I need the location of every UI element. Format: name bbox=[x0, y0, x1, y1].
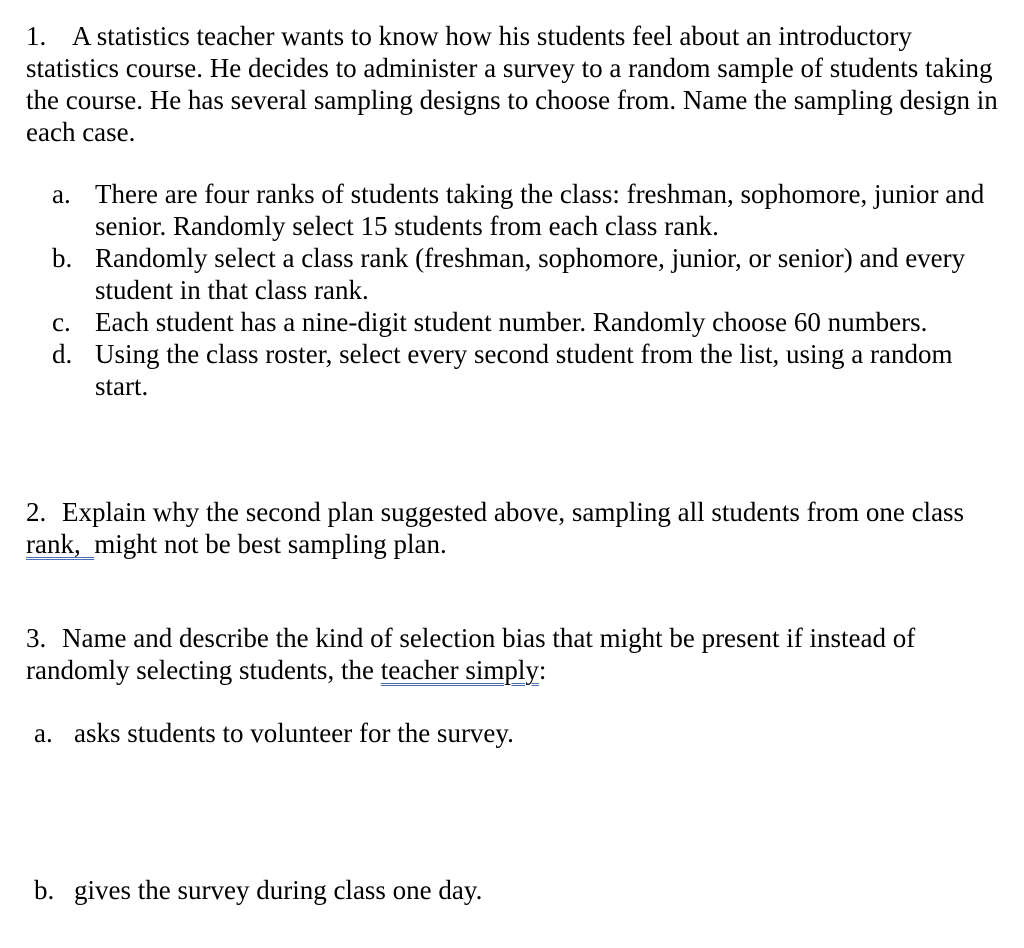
item-text: gives the survey during class one day. bbox=[74, 875, 483, 905]
item-text: There are four ranks of students taking the class: freshman, sophomore, junior and senior. Randomly select 15 students from each class rank. bbox=[95, 179, 985, 241]
item-marker: a. bbox=[52, 179, 71, 209]
question-3-text-after: : bbox=[538, 655, 547, 685]
question-1 bbox=[26, 20, 1010, 148]
question-2-number: 2. bbox=[26, 497, 47, 527]
question-1-number: 1. bbox=[26, 21, 47, 51]
question-1-item-c bbox=[52, 306, 1010, 338]
item-marker: c. bbox=[52, 307, 71, 337]
question-1-item-a bbox=[52, 178, 1010, 242]
question-3-item-a bbox=[34, 717, 1010, 749]
question-1-item-d bbox=[52, 338, 1010, 402]
item-text: asks students to volunteer for the survey. bbox=[74, 718, 514, 748]
question-3-item-a-row bbox=[34, 717, 1010, 749]
item-text: Using the class roster, select every second student from the list, using a random start. bbox=[95, 339, 953, 401]
question-1-text: A statistics teacher wants to know how his students feel about an introductory statistics course. He decides to administer a survey to a random sample of students taking the course. He has several sampling designs to choose from. Name the sampling design in each case. bbox=[26, 21, 998, 147]
item-marker: b. bbox=[34, 875, 55, 905]
question-3-item-b-row bbox=[34, 874, 1010, 906]
question-1-list bbox=[52, 178, 1010, 402]
question-2-text-before: Explain why the second plan suggested above, sampling all students from one class bbox=[62, 497, 965, 527]
question-2 bbox=[26, 496, 1010, 560]
item-text: Randomly select a class rank (freshman, sophomore, junior, or senior) and every student in that class rank. bbox=[95, 243, 966, 305]
question-3-item-b bbox=[34, 874, 1010, 906]
question-2-underlined-word: rank, bbox=[26, 529, 81, 559]
question-2-prompt bbox=[26, 496, 1010, 560]
question-3-text-before: Name and describe the kind of selection bias that might be present if instead of randomly selecting students, the bbox=[26, 623, 916, 685]
question-3-number: 3. bbox=[26, 623, 47, 653]
question-1-item-b bbox=[52, 242, 1010, 306]
question-3-prompt bbox=[26, 622, 1010, 686]
question-1-prompt bbox=[26, 20, 1010, 148]
item-marker: b. bbox=[52, 243, 73, 273]
item-marker: a. bbox=[34, 718, 53, 748]
question-3-underlined-phrase: teacher simply bbox=[380, 655, 539, 685]
question-3 bbox=[26, 622, 1010, 686]
item-text: Each student has a nine-digit student number. Randomly choose 60 numbers. bbox=[95, 307, 928, 337]
question-2-text-after: might not be best sampling plan. bbox=[94, 529, 447, 559]
item-marker: d. bbox=[52, 339, 73, 369]
question-2-underlined-space bbox=[81, 529, 95, 559]
